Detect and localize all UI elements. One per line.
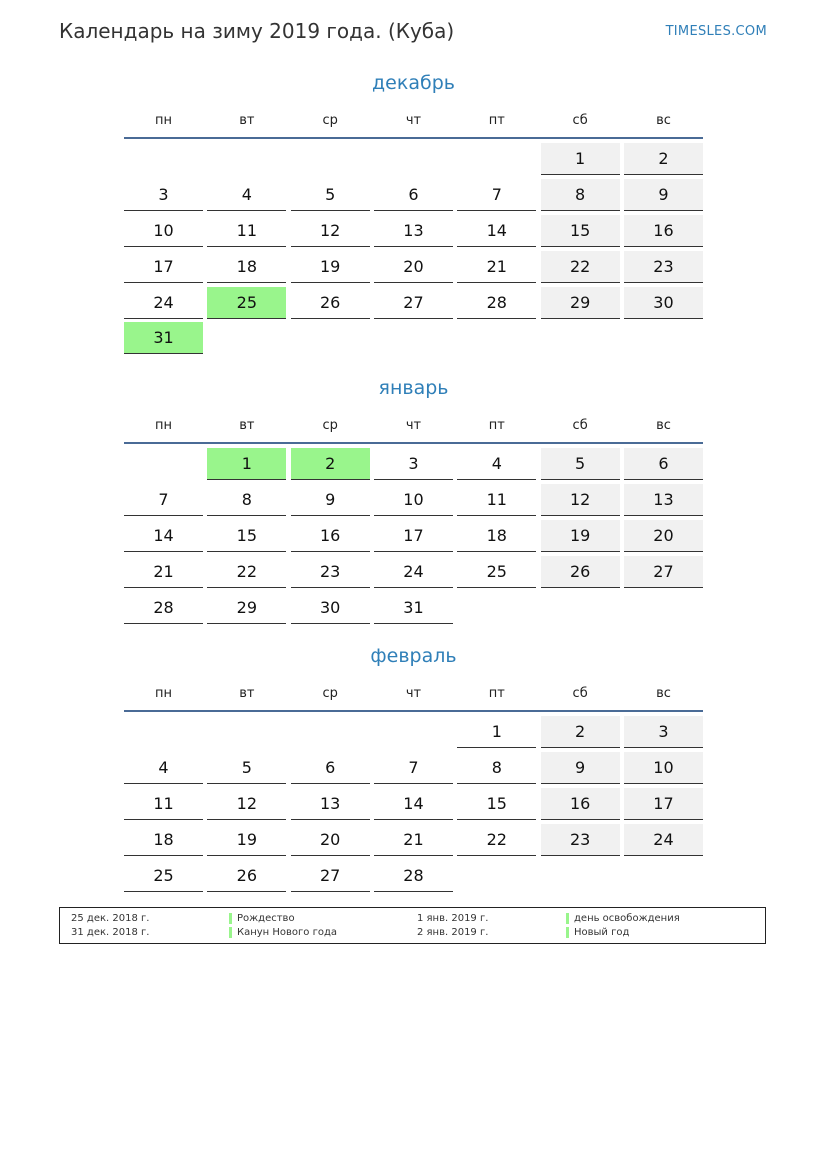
day-cell: 9 (624, 179, 703, 211)
day-cell: 14 (124, 520, 203, 552)
day-cell: 27 (291, 860, 370, 892)
day-cell: 4 (124, 752, 203, 784)
day-cell: 22 (541, 251, 620, 283)
day-cell: 10 (624, 752, 703, 784)
day-cell: 30 (291, 592, 370, 624)
legend-date: 25 дек. 2018 г. (71, 913, 150, 924)
weekday-sat: сб (572, 112, 588, 128)
weekday-mon: пн (155, 685, 172, 701)
day-cell: 13 (291, 788, 370, 820)
day-cell: 12 (207, 788, 286, 820)
day-cell: 19 (541, 520, 620, 552)
holiday-day-cell: 2 (291, 448, 370, 480)
day-cell: 4 (457, 448, 536, 480)
day-cell: 24 (624, 824, 703, 856)
legend-date: 31 дек. 2018 г. (71, 927, 150, 938)
empty-cell (291, 716, 370, 748)
month-name: февраль (370, 645, 457, 667)
day-cell: 26 (207, 860, 286, 892)
weekday-sun: вс (656, 112, 671, 128)
day-cell: 25 (124, 860, 203, 892)
day-cell: 28 (457, 287, 536, 319)
weekday-sat: сб (572, 685, 588, 701)
day-cell: 16 (291, 520, 370, 552)
day-cell: 26 (291, 287, 370, 319)
month-divider (124, 137, 703, 139)
day-cell: 17 (124, 251, 203, 283)
holiday-day-cell: 31 (124, 322, 203, 354)
weekday-wed: ср (322, 685, 338, 701)
day-cell: 23 (624, 251, 703, 283)
day-cell: 7 (124, 484, 203, 516)
day-cell: 12 (291, 215, 370, 247)
day-cell: 1 (541, 143, 620, 175)
day-cell: 18 (207, 251, 286, 283)
weekday-fri: пт (488, 112, 505, 128)
holiday-day-cell: 1 (207, 448, 286, 480)
day-cell: 29 (541, 287, 620, 319)
day-cell: 14 (457, 215, 536, 247)
day-cell: 27 (624, 556, 703, 588)
empty-cell (124, 716, 203, 748)
day-cell: 21 (124, 556, 203, 588)
legend-holiday-name: Канун Нового года (229, 927, 337, 938)
day-cell: 2 (624, 143, 703, 175)
day-cell: 19 (207, 824, 286, 856)
day-cell: 15 (207, 520, 286, 552)
day-cell: 10 (374, 484, 453, 516)
legend-date: 2 янв. 2019 г. (417, 927, 489, 938)
day-cell: 13 (624, 484, 703, 516)
weekday-tue: вт (239, 417, 255, 433)
day-cell: 24 (124, 287, 203, 319)
weekday-mon: пн (155, 417, 172, 433)
empty-cell (124, 143, 203, 175)
day-cell: 13 (374, 215, 453, 247)
day-cell: 29 (207, 592, 286, 624)
day-cell: 12 (541, 484, 620, 516)
day-cell: 20 (374, 251, 453, 283)
month-divider (124, 710, 703, 712)
holiday-day-cell: 25 (207, 287, 286, 319)
weekday-sun: вс (656, 417, 671, 433)
weekday-wed: ср (322, 112, 338, 128)
day-cell: 6 (624, 448, 703, 480)
day-cell: 11 (457, 484, 536, 516)
day-cell: 9 (541, 752, 620, 784)
empty-cell (124, 448, 203, 480)
weekday-header (124, 676, 703, 710)
weekday-tue: вт (239, 112, 255, 128)
day-cell: 25 (457, 556, 536, 588)
day-cell: 28 (374, 860, 453, 892)
holiday-legend (59, 907, 766, 944)
month-february (124, 642, 703, 892)
day-cell: 10 (124, 215, 203, 247)
day-cell: 24 (374, 556, 453, 588)
month-name: декабрь (372, 72, 455, 94)
weekday-mon: пн (155, 112, 172, 128)
day-cell: 18 (457, 520, 536, 552)
weekday-thu: чт (405, 417, 422, 433)
day-cell: 20 (624, 520, 703, 552)
day-cell: 26 (541, 556, 620, 588)
day-cell: 11 (124, 788, 203, 820)
day-cell: 20 (291, 824, 370, 856)
day-cell: 3 (374, 448, 453, 480)
empty-cell (457, 143, 536, 175)
empty-cell (207, 143, 286, 175)
legend-holiday-name: Рождество (229, 913, 295, 924)
weekday-thu: чт (405, 685, 422, 701)
day-cell: 1 (457, 716, 536, 748)
day-cell: 23 (291, 556, 370, 588)
legend-date: 1 янв. 2019 г. (417, 913, 489, 924)
weekday-fri: пт (488, 685, 505, 701)
day-cell: 7 (374, 752, 453, 784)
day-cell: 6 (291, 752, 370, 784)
days-grid (124, 716, 703, 892)
weekday-thu: чт (405, 112, 422, 128)
day-cell: 31 (374, 592, 453, 624)
days-grid (124, 448, 703, 624)
day-cell: 28 (124, 592, 203, 624)
weekday-sat: сб (572, 417, 588, 433)
days-grid (124, 143, 703, 354)
day-cell: 5 (541, 448, 620, 480)
day-cell: 15 (541, 215, 620, 247)
weekday-wed: ср (322, 417, 338, 433)
day-cell: 8 (207, 484, 286, 516)
day-cell: 17 (374, 520, 453, 552)
day-cell: 3 (124, 179, 203, 211)
month-name: январь (378, 377, 449, 399)
empty-cell (374, 716, 453, 748)
month-divider (124, 442, 703, 444)
day-cell: 27 (374, 287, 453, 319)
day-cell: 16 (624, 215, 703, 247)
day-cell: 21 (457, 251, 536, 283)
day-cell: 8 (541, 179, 620, 211)
day-cell: 4 (207, 179, 286, 211)
weekday-fri: пт (488, 417, 505, 433)
legend-holiday-name: Новый год (566, 927, 629, 938)
page-title: Календарь на зиму 2019 года. (Куба) (59, 19, 455, 43)
day-cell: 5 (207, 752, 286, 784)
day-cell: 6 (374, 179, 453, 211)
empty-cell (207, 716, 286, 748)
day-cell: 9 (291, 484, 370, 516)
day-cell: 7 (457, 179, 536, 211)
day-cell: 8 (457, 752, 536, 784)
day-cell: 23 (541, 824, 620, 856)
weekday-tue: вт (239, 685, 255, 701)
legend-holiday-name: день освобождения (566, 913, 680, 924)
day-cell: 17 (624, 788, 703, 820)
day-cell: 30 (624, 287, 703, 319)
day-cell: 21 (374, 824, 453, 856)
empty-cell (291, 143, 370, 175)
day-cell: 22 (457, 824, 536, 856)
day-cell: 11 (207, 215, 286, 247)
site-link[interactable]: TIMESLES.COM (665, 24, 767, 39)
day-cell: 3 (624, 716, 703, 748)
day-cell: 5 (291, 179, 370, 211)
day-cell: 2 (541, 716, 620, 748)
weekday-sun: вс (656, 685, 671, 701)
weekday-header (124, 103, 703, 137)
day-cell: 18 (124, 824, 203, 856)
empty-cell (374, 143, 453, 175)
day-cell: 16 (541, 788, 620, 820)
month-december (124, 69, 703, 354)
month-january (124, 374, 703, 624)
weekday-header (124, 408, 703, 442)
day-cell: 15 (457, 788, 536, 820)
day-cell: 14 (374, 788, 453, 820)
day-cell: 19 (291, 251, 370, 283)
day-cell: 22 (207, 556, 286, 588)
